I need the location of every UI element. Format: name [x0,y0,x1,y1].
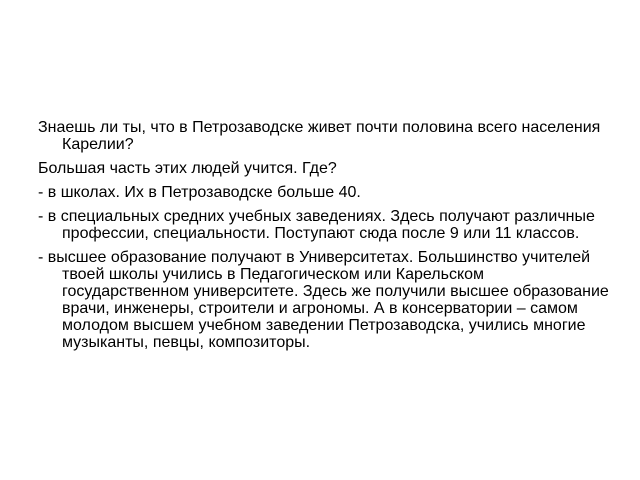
paragraph-karelia-question: Знаешь ли ты, что в Петрозаводске живет почти половина всего населения Карелии? [38,119,601,153]
paragraph-schools: - в школах. Их в Петрозаводске больше 40. [38,184,361,201]
paragraph-secondary-special: - в специальных средних учебных заведениях. Здесь получают различные профессии, специальности. Поступают сюда после 9 или 11 классов. [38,208,595,242]
paragraph-higher-education: - высшее образование получают в Университетах. Большинство учителей твоей школы учились в Педагогическом или Карельском государственном университете. Здесь же получили высшее образование врачи, инженеры, строители и агрономы. А в консерватории – самом молодом высшем учебном заведении Петрозаводска, учились многие музыканты, певцы, композиторы. [38,249,609,351]
paragraph-where-study: Большая часть этих людей учится. Где? [38,160,337,177]
slide-text-body [38,119,612,358]
